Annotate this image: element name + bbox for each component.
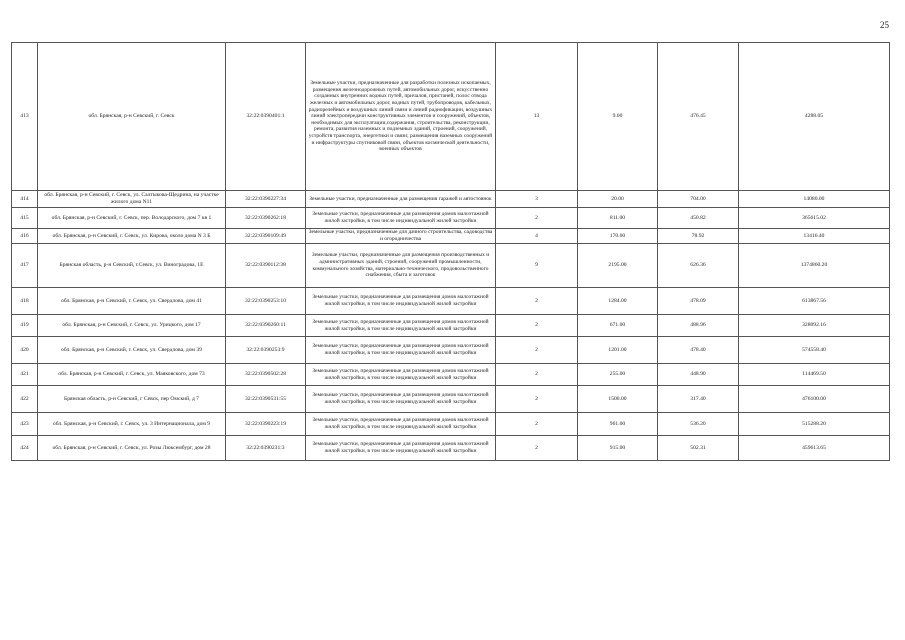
cell-cadastral-number: 32:22:0390260:11: [226, 315, 306, 337]
cell-cadastral-value: 613867.56: [739, 288, 890, 315]
cell-specific-value: 626.36: [658, 244, 739, 288]
cell-use-code: 4: [496, 229, 578, 244]
cell-cadastral-number: 32:22:0390502:28: [226, 364, 306, 386]
cell-row-number: 420: [12, 337, 38, 364]
cell-address: обл. Брянская, р-н Севский, г. Севск, пер. Володарского, дом 7 кв 1: [38, 208, 226, 229]
cell-area: 9.00: [578, 43, 658, 191]
cell-area: 915.00: [578, 436, 658, 461]
cell-cadastral-value: 4288.05: [739, 43, 890, 191]
cell-address: обл. Брянская, р-н Севский, г. Севск, ул. Салтыкова-Щедрина, на участке жилого дома N11: [38, 191, 226, 208]
cell-specific-value: 502.31: [658, 436, 739, 461]
cell-use-code: 2: [496, 337, 578, 364]
cell-use-code: 2: [496, 436, 578, 461]
cell-specific-value: 536.20: [658, 413, 739, 436]
cell-address: обл. Брянская, р-н Севский, г. Севск, ул. Урицкого, дом 17: [38, 315, 226, 337]
page-number: 25: [880, 20, 889, 30]
cell-area: 255.00: [578, 364, 658, 386]
cell-specific-value: 478.40: [658, 337, 739, 364]
cell-address: обл. Брянская, р-н Севский, г. Севск, ул. Кирова, около дома N 3 Б: [38, 229, 226, 244]
cell-row-number: 413: [12, 43, 38, 191]
cell-area: 1284.00: [578, 288, 658, 315]
cell-land-use: Земельные участки, предназначенные для дачного строительства, садоводства и огородничества: [306, 229, 496, 244]
cell-cadastral-value: 13416.40: [739, 229, 890, 244]
cell-cadastral-number: 32:22:0390223:19: [226, 413, 306, 436]
cell-area: 2195.00: [578, 244, 658, 288]
cell-specific-value: 317.40: [658, 386, 739, 413]
cell-row-number: 421: [12, 364, 38, 386]
cell-row-number: 424: [12, 436, 38, 461]
cell-address: обл. Брянская, р-н Севский, г. Севск, ул. Свердлова, дом 39: [38, 337, 226, 364]
cell-use-code: 2: [496, 364, 578, 386]
cell-address: обл. Брянская, р-н Севский, г. Севск, ул. Маяковского, дом 73: [38, 364, 226, 386]
cell-cadastral-number: 32:22:0390109:49: [226, 229, 306, 244]
table-row: [12, 288, 890, 315]
cell-use-code: 3: [496, 191, 578, 208]
cell-cadastral-number: 32:22:0390253:9: [226, 337, 306, 364]
cell-use-code: 2: [496, 288, 578, 315]
table-body: [12, 43, 890, 461]
land-plots-table: [11, 42, 890, 461]
cell-row-number: 423: [12, 413, 38, 436]
cell-cadastral-number: 32:22:0390112:38: [226, 244, 306, 288]
cell-land-use: Земельные участки, предназначенные для разработки полезных ископаемых, размещения железнодорожных путей, автомобильных дорог, искусственно созданных внутренних водных путей, причалов, пристаней, полос отвода железных и автомобильных дорог, водных путей, трубопроводов, кабельных, радиорелейных и воздушных линий связи и линий радиофикации, воздушных линий электропередачи конструктивных элементов и сооружений, объектов, необходимых для эксплуатации,содержания, строительства, реконструкции, ремонта, развития наземных и подземных зданий, строений, сооружений, устройств транспорта, энергетики и связи; размещения наземных сооружений и инфраструктуры спутниковой связи, объектов космической деятельности, военных объектов: [306, 43, 496, 191]
cell-address: Брянская область, р-н Севский, г.Севск, ул. Виноградова, 1Е: [38, 244, 226, 288]
cell-area: 1500.00: [578, 386, 658, 413]
cell-cadastral-number: 32:22:0390401:1: [226, 43, 306, 191]
cell-use-code: 2: [496, 386, 578, 413]
cell-use-code: 9: [496, 244, 578, 288]
cell-address: Брянская область, р-н Севский, г Севск, пер Омский, д 7: [38, 386, 226, 413]
cell-area: 671.00: [578, 315, 658, 337]
cell-cadastral-value: 114469.50: [739, 364, 890, 386]
cell-row-number: 417: [12, 244, 38, 288]
cell-row-number: 416: [12, 229, 38, 244]
table-row: [12, 364, 890, 386]
cell-use-code: 2: [496, 208, 578, 229]
table-row: [12, 229, 890, 244]
cell-row-number: 422: [12, 386, 38, 413]
cell-cadastral-number: 32:22:0390231:3: [226, 436, 306, 461]
table-row: [12, 386, 890, 413]
cell-land-use: Земельные участки, предназначенные для размещения домов малоэтажной жилой застройки, в том числе индивидуальной жилой застройки: [306, 208, 496, 229]
cell-row-number: 419: [12, 315, 38, 337]
cell-use-code: 2: [496, 315, 578, 337]
cell-specific-value: 704.00: [658, 191, 739, 208]
cell-cadastral-value: 328092.16: [739, 315, 890, 337]
cell-row-number: 418: [12, 288, 38, 315]
cell-area: 1201.00: [578, 337, 658, 364]
cell-use-code: 2: [496, 413, 578, 436]
cell-cadastral-value: 515288.20: [739, 413, 890, 436]
cell-area: 20.00: [578, 191, 658, 208]
cell-cadastral-value: 476100.00: [739, 386, 890, 413]
cell-address: обл. Брянская, р-н Севский, г. Севск, ул. 3 Интернационала, дом 9: [38, 413, 226, 436]
cell-address: обл. Брянская, р-н Севский, г. Севск, ул. Свердлова, дом 41: [38, 288, 226, 315]
cell-land-use: Земельные участки, предназначенные для размещения гаражей и автостоянок: [306, 191, 496, 208]
cell-specific-value: 450.82: [658, 208, 739, 229]
table-row: [12, 191, 890, 208]
cell-specific-value: 448.90: [658, 364, 739, 386]
cell-land-use: Земельные участки, предназначенные для размещения домов малоэтажной жилой застройки, в том числе индивидуальной жилой застройки: [306, 315, 496, 337]
cell-cadastral-value: 14080.00: [739, 191, 890, 208]
cell-cadastral-value: 1374860.20: [739, 244, 890, 288]
cell-area: 961.00: [578, 413, 658, 436]
cell-land-use: Земельные участки, предназначенные для размещения домов малоэтажной жилой застройки, в том числе индивидуальной жилой застройки: [306, 364, 496, 386]
cell-cadastral-value: 459613.65: [739, 436, 890, 461]
table-row: [12, 337, 890, 364]
cell-specific-value: 478.09: [658, 288, 739, 315]
cell-row-number: 414: [12, 191, 38, 208]
cell-cadastral-number: 32:22:0390531:55: [226, 386, 306, 413]
table-row: [12, 413, 890, 436]
cell-cadastral-value: 574558.40: [739, 337, 890, 364]
cell-use-code: 13: [496, 43, 578, 191]
table-row: [12, 315, 890, 337]
cell-land-use: Земельные участки, предназначенные для размещения домов малоэтажной жилой застройки, в том числе индивидуальной жилой застройки: [306, 413, 496, 436]
cell-specific-value: 476.45: [658, 43, 739, 191]
cell-specific-value: 488.96: [658, 315, 739, 337]
cell-cadastral-number: 32:22:0390262:18: [226, 208, 306, 229]
cell-address: обл. Брянская, р-н Севский, г. Севск, ул. Розы Люксембург, дом 28: [38, 436, 226, 461]
cell-address: обл. Брянская, р-н Севский, г. Севск: [38, 43, 226, 191]
cell-specific-value: 78.92: [658, 229, 739, 244]
cell-land-use: Земельные участки, предназначенные для размещения производственных и административных зданий, строений, сооружений промышленности, коммунального хозяйства, материально-технического, продовольственного снабжения, сбыта и заготовок: [306, 244, 496, 288]
cell-cadastral-number: 32:22:0390253:10: [226, 288, 306, 315]
cell-land-use: Земельные участки, предназначенные для размещения домов малоэтажной жилой застройки, в том числе индивидуальной жилой застройки: [306, 288, 496, 315]
cell-area: 811.00: [578, 208, 658, 229]
cell-row-number: 415: [12, 208, 38, 229]
cell-land-use: Земельные участки, предназначенные для размещения домов малоэтажной жилой застройки, в том числе индивидуальной жилой застройки: [306, 436, 496, 461]
table-row: [12, 436, 890, 461]
cell-cadastral-number: 32:22:0390227:34: [226, 191, 306, 208]
table-row: [12, 244, 890, 288]
cell-cadastral-value: 365615.02: [739, 208, 890, 229]
table-row: [12, 208, 890, 229]
cell-land-use: Земельные участки, предназначенные для размещения домов малоэтажной жилой застройки, в том числе индивидуальной жилой застройки: [306, 386, 496, 413]
cell-land-use: Земельные участки, предназначенные для размещения домов малоэтажной жилой застройки, в том числе индивидуальной жилой застройки: [306, 337, 496, 364]
table-row: [12, 43, 890, 191]
cell-area: 170.00: [578, 229, 658, 244]
